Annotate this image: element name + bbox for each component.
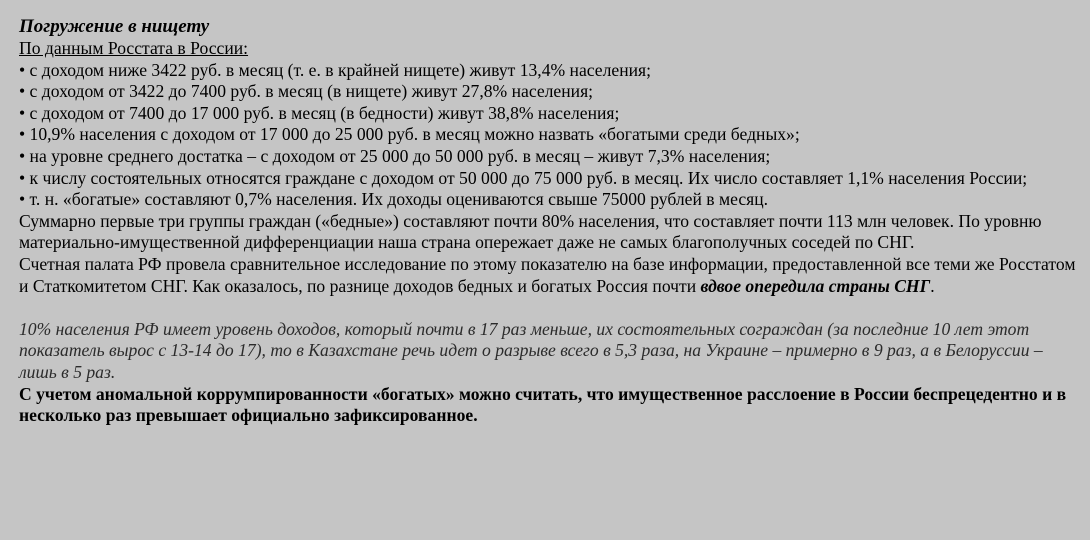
summary-paragraph: Суммарно первые три группы граждан («бедные») составляют почти 80% населения, что составляет почти 113 млн человек. По уровню материально-имущественной дифференциации наша страна опережает даже не самых благополучных соседей по СНГ.: [19, 210, 1042, 253]
comparison-paragraph: 10% населения РФ имеет уровень доходов, который почти в 17 раз меньше, их состоятельных сограждан (за последние 10 лет этот показатель вырос с 13-14 до 17), то в Казахстане речь идет о разрыве всего в 5,3 раза, на Украине – примерно в 9 раз, а в Белоруссии – лишь в 5 раз.: [19, 318, 1043, 382]
audit-text: Счетная палата РФ провела сравнительное исследование по этому показателю на базе информации, предоставленной все теми же Росстатом и Статкомитетом СНГ. Как оказалось, по разнице доходов бедных и богатых Россия почти: [19, 253, 1076, 296]
bullet-item: • т. н. «богатые» составляют 0,7% населения. Их доходы оцениваются свыше 75000 рублей в месяц.: [19, 189, 769, 210]
bullet-item: • к числу состоятельных относятся граждане с доходом от 50 000 до 75 000 руб. в месяц. Их число составляет 1,1% населения России;: [19, 167, 1028, 188]
bullet-item: • с доходом от 7400 до 17 000 руб. в месяц (в бедности) живут 38,8% населения;: [19, 102, 620, 123]
audit-end: .: [930, 275, 935, 296]
document-body: [19, 16, 1079, 427]
bullet-item: • с доходом от 3422 до 7400 руб. в месяц (в нищете) живут 27,8% населения;: [19, 81, 594, 102]
source-subtitle: По данным Росстата в России:: [19, 38, 249, 58]
audit-emphasis: вдвое опередила страны СНГ: [700, 275, 931, 296]
bullet-item: • на уровне среднего достатка – с доходом от 25 000 до 50 000 руб. в месяц – живут 7,3% населения;: [19, 145, 771, 166]
document-title: Погружение в нищету: [19, 16, 210, 37]
bullet-item: • 10,9% населения с доходом от 17 000 до 25 000 руб. в месяц можно назвать «богатыми среди бедных»;: [19, 124, 800, 145]
paragraph-spacer: [19, 297, 1079, 319]
audit-paragraph: [19, 254, 1079, 297]
bullet-item: • с доходом ниже 3422 руб. в месяц (т. е. в крайней нищете) живут 13,4% населения;: [19, 59, 652, 80]
conclusion-paragraph: С учетом аномальной коррумпированности «богатых» можно считать, что имущественное расслоение в России беспрецедентно и в несколько раз превышает официально зафиксированное.: [19, 383, 1067, 426]
